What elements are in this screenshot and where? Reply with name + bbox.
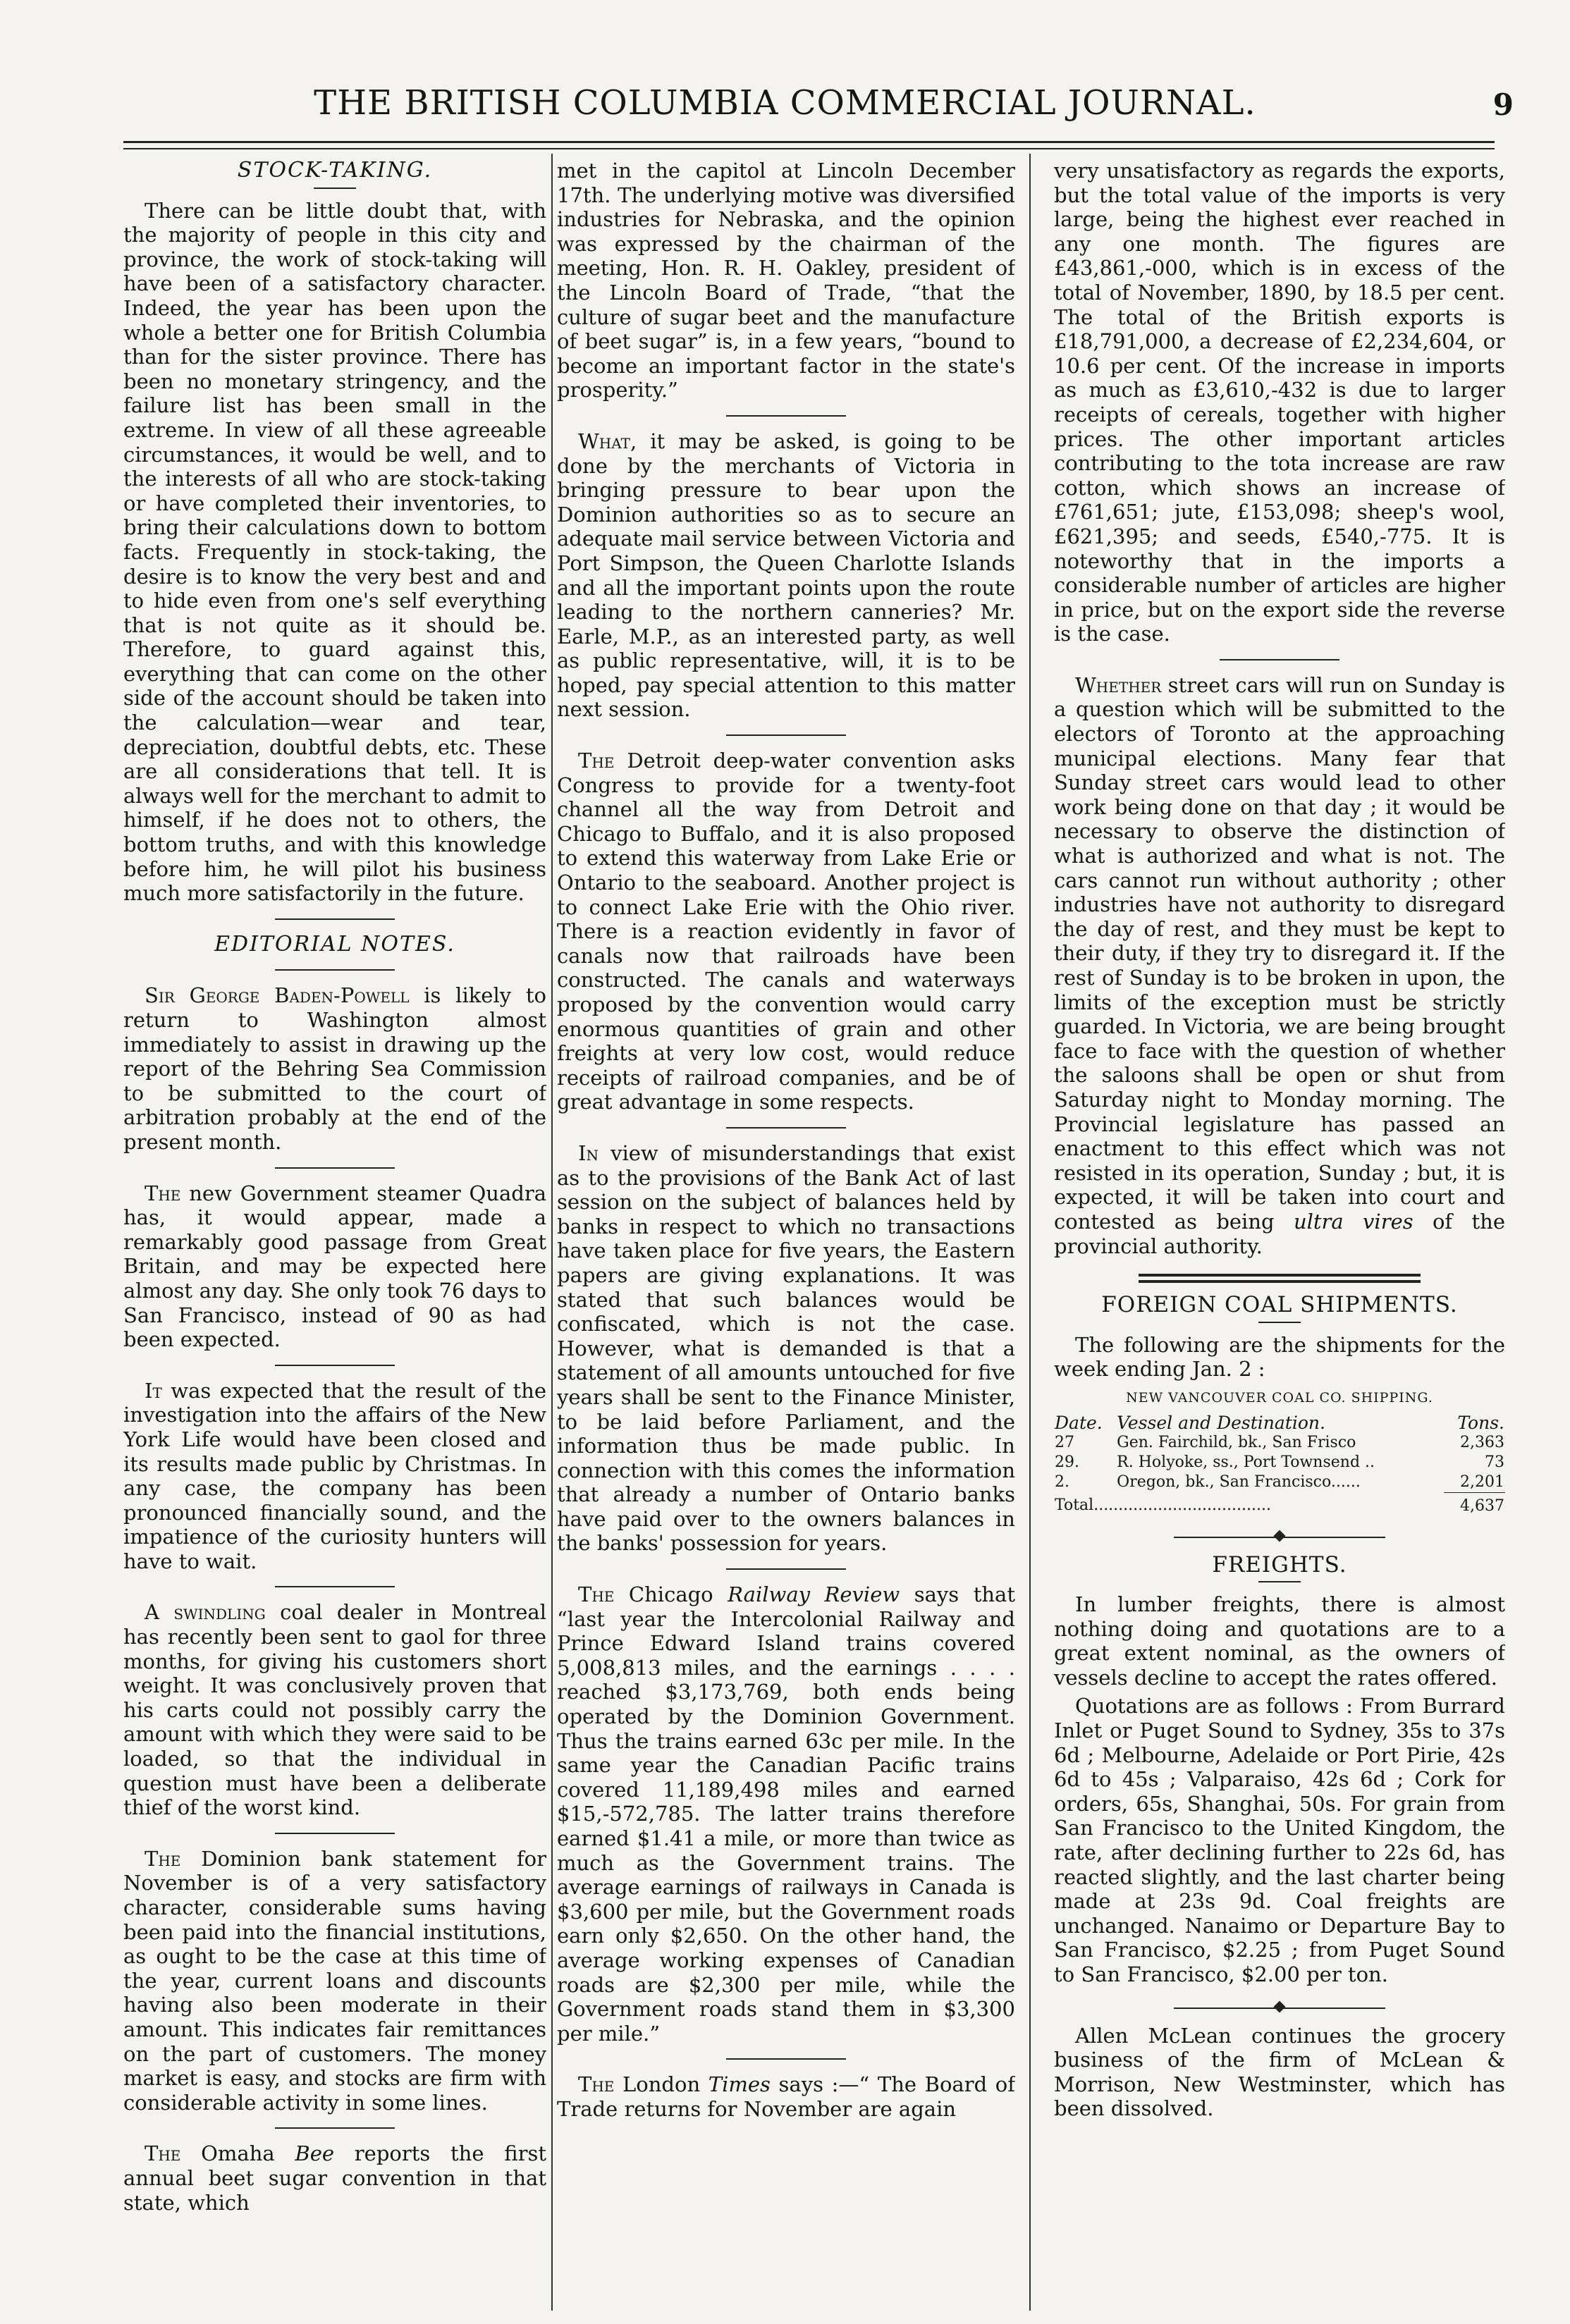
- stock-taking-heading: STOCK-TAKING.: [237, 159, 433, 183]
- lead-in: The: [145, 1846, 181, 1871]
- journal-title: THE BRITISH COLUMBIA COMMERCIAL JOURNAL.: [314, 83, 1256, 123]
- note-omaha-bee: [123, 2141, 546, 2215]
- note-text: says that “last year the Intercolonial Railway and Prince Edward Island trains covered 5,008,813 miles, and the earnings . . . . reached $3,173,769, both ends being operated by the Dominion Government. Thus the trains earned 63c per mile. In the same year the Canadian Pacific trains covered 11,189,498 miles and earned $15,-572,785. The latter trains therefore earned $1.41 a mile, or more than twice as much as the Government trains. The average earnings of railways in Canada is $3,600 per mile, but the Government roads earn only $2,650. On the other hand, the average working expenses of Canadian roads are $2,300 per mile, while the Government roads stand them in $3,300 per mile.”: [557, 1582, 1015, 2046]
- column-3: [1054, 159, 1505, 2308]
- london-times-continuation: very unsatisfactory as regards the exports, but the total value of the imports is very large, being the highest ever reached in any one month. The figures are £43,861,-000, which is in excess of the total of November, 1890, by 18.5 per cent. The total of the British exports is £18,791,000, a decrease of £2,234,604, or 10.6 per cent. Of the increase in imports as much as £3,610,-432 is due to larger receipts of cereals, together with higher prices. The other important articles contributing to the tota increase are raw cotton, which shows an increase of £761,651; jute, £153,098; sheep's wool, £621,395; and seeds, £540,-775. It is noteworthy that in the imports a considerable number of articles are higher in price, but on the export side the reverse is the case.: [1054, 159, 1505, 646]
- note-bank-statement: [123, 1847, 546, 2115]
- divider: [275, 918, 395, 920]
- note-text: view of misunderstandings that exist as to the provisions of the Bank Act of last session on the subject of balances held by banks in respect to which no transactions have taken place for five years, the Eastern papers are giving explanations. It was stated that such balances would be confiscated, which is not the case. However, what is demanded is that a statement of all amounts untouched for five years shall be sent to the Finance Minister, to be laid before Parliament, and the information thus be made public. In connection with this comes the information that already a number of Ontario banks have paid over to the owners balances in the banks' possession for years.: [557, 1141, 1015, 1556]
- row-date: 2.: [1055, 1473, 1069, 1491]
- lead-in: In: [578, 1141, 599, 1165]
- masthead-rule: [123, 141, 1495, 143]
- column-divider-1: [551, 154, 553, 2311]
- note-new-york-life: [123, 1379, 546, 1574]
- note-detroit-convention: [557, 749, 1015, 1114]
- note-text: Omaha: [180, 2141, 295, 2166]
- note-text: , it may be asked, is going to be done by the merchants of Victoria in bringing pressure to bear upon the Dominion authorities so as to secure an adequate mail service between Victoria and Port Simpson, the Queen Charlotte Islands and all the important points upon the route leading to the northern canneries? Mr. Earle, M.P., as an interested party, as well as public representative, will, it is to be hoped, pay special attention to this matter next session.: [557, 429, 1015, 722]
- header-vessel: Vessel and Destination.: [1117, 1412, 1325, 1433]
- note-text: of the provincial authority.: [1054, 1209, 1505, 1258]
- row-date: 29.: [1055, 1453, 1079, 1471]
- header-tons: Tons.: [1457, 1412, 1504, 1433]
- table-header-row: [1054, 1413, 1505, 1433]
- publication-name: Bee: [295, 2141, 335, 2166]
- note-text: Dominion bank statement for November is of a very satisfactory character, considerable sums having been paid into the financial institutions, as ought to be the case at this time of the year, current loans and discounts having also been moderate in their amount. This indicates fair remittances on the part of customers. The money market is easy, and stocks are firm with considerable activity in some lines.: [123, 1846, 546, 2115]
- total-label: Total....................................: [1055, 1496, 1271, 1515]
- table-row: [1054, 1453, 1505, 1473]
- row-date: 27: [1055, 1433, 1074, 1451]
- divider: [726, 1127, 846, 1129]
- divider: [1258, 1322, 1301, 1323]
- divider: [275, 2127, 395, 2129]
- note-text: reports the first annual beet sugar convention in that state, which: [123, 2141, 546, 2215]
- publication-name: Times: [708, 2072, 771, 2097]
- coal-intro: The following are the shipments for the week ending Jan. 2 :: [1054, 1332, 1505, 1382]
- row-tons: 2,363: [1460, 1433, 1504, 1451]
- note-baden-powell: [123, 983, 546, 1154]
- note-text: is likely to return to Washington almost immediately to assist in drawing up the report of the Behring Sea Commission to be submitted to the court of arbitration probably at the end of the present month.: [123, 983, 546, 1154]
- lead-in: The: [145, 2141, 181, 2166]
- publication-name: Railway Review: [728, 1582, 900, 1607]
- coal-shipments-table: [1054, 1413, 1505, 1516]
- lead-in: The: [578, 2072, 615, 2097]
- freights-paragraph-1: In lumber freights, there is almost nothing doing and quotations are to a great extent nominal, as the owners of vessels decline to accept the rates offered.: [1054, 1592, 1505, 1690]
- row-vessel: Oregon, bk., San Francisco......: [1117, 1473, 1361, 1491]
- note-text: new Government steamer Quadra has, it would appear, made a remarkably good passage from Great Britain, and may be expected here almost any day. She only took 76 days to San Francisco, instead of 90 as had been expected.: [123, 1181, 546, 1352]
- divider: [726, 2058, 846, 2060]
- editorial-notes-heading: EDITORIAL NOTES.: [214, 931, 455, 957]
- row-vessel: Gen. Fairchild, bk., San Frisco: [1117, 1433, 1356, 1451]
- coal-shipments-heading: FOREIGN COAL SHIPMENTS.: [1101, 1292, 1458, 1318]
- omaha-continuation: met in the capitol at Lincoln December 17th. The underlying motive was diversified industries for Nebraska, and the opinion was expressed by the chairman of the meeting, Hon. R. H. Oakley, president of the Lincoln Board of Trade, “that the culture of sugar beet and the manufacture of beet sugar” is, in a few years, “bound to become an important factor in the state's prosperity.”: [557, 159, 1015, 402]
- note-text: coal dealer in Montreal has recently been sent to gaol for three months, for giving his customers short weight. It was conclusively proven that his carts could not possibly carry the amount with which they were said to be loaded, so that the individual in question must have been a deliberate thief of the worst kind.: [123, 1600, 546, 1820]
- row-tons: 2,201: [1460, 1473, 1504, 1491]
- note-street-cars: [1054, 673, 1505, 1258]
- ornamental-divider: [1174, 1530, 1385, 1544]
- divider: [275, 1167, 395, 1169]
- divider: [314, 187, 356, 189]
- note-text: street cars will run on Sunday is a question which will be submitted to the electors of Toronto at the approaching municipal elections. Many fear that Sunday street cars would lead to other work being done on that day ; it would be necessary to observe the distinction of what is authorized and what is not. The cars cannot run without authority ; other industries have not authority to disregard the day of rest, and they must be kept to their duty, if they try to disregard it. If the rest of Sunday is to be broken in upon, the limits of the exception must be strictly guarded. In Victoria, we are being brought face to face with the question of whether the saloons shall be open or shut from Saturday night to Monday morning. The Provincial legislature has passed an enactment to this effect which was not resisted in its operation, Sunday ; but, it is expected, it will be taken into court and contested as being: [1054, 672, 1505, 1234]
- total-tons: 4,637: [1444, 1492, 1505, 1516]
- divider: [726, 1568, 846, 1570]
- note-text: London: [614, 2072, 709, 2097]
- ornamental-divider: [1174, 2001, 1385, 2015]
- column-divider-2: [1029, 154, 1031, 2311]
- divider: [275, 969, 395, 971]
- note-coal-dealer: [123, 1600, 546, 1819]
- divider: [275, 1365, 395, 1366]
- masthead-rule-lower: [123, 148, 1495, 149]
- lead-in: The: [145, 1181, 181, 1205]
- note-quadra: [123, 1181, 546, 1352]
- note-railway-review: [557, 1582, 1015, 2046]
- freights-paragraph-2: Quotations are as follows : From Burrard Inlet or Puget Sound to Sydney, 35s to 37s 6d ; Melbourne, Adelaide or Port Pirie, 42s 6d to 45s ; Valparaiso, 42s 6d ; Cork for orders, 65s, Shanghai, 50s. For grain from San Francisco to the United Kingdom, the rate, after declining further to 22s 6d, has reacted slightly, and the last charter being made at 23s 9d. Coal freights are unchanged. Nanaimo or Departure Bay to San Francisco, $2.25 ; from Puget Sound to San Francisco, $2.00 per ton.: [1054, 1694, 1505, 1986]
- row-tons: 73: [1485, 1453, 1504, 1471]
- divider: [275, 1586, 395, 1587]
- lead-in: Whether: [1075, 672, 1162, 697]
- row-vessel: R. Holyoke, ss., Port Townsend ..: [1117, 1453, 1375, 1471]
- lead-in: A swindling: [145, 1600, 266, 1625]
- double-divider: [1139, 1274, 1421, 1283]
- masthead: [0, 83, 1570, 147]
- column-1: [123, 159, 546, 2308]
- stock-taking-paragraph: There can be little doubt that, with the majority of people in this city and province, the work of stock-taking will have been of a satisfactory character. Indeed, the year has been upon the whole a better one for British Columbia than for the sister province. There has been no monetary stringency, and the failure list has been small in the extreme. In view of all these agreeable circumstances, it would be well, and to the interests of all who are stock-taking or have completed their inventories, to bring their calculations down to bottom facts. Frequently in stock-taking, the desire is to know the very best and and to hide even from one's self everything that is not quite as it should be. Therefore, to guard against this, everything that can come on the other side of the account should be taken into the calculation—wear and tear, depreciation, doubtful debts, etc. These are all considerations that tell. It is always well for the merchant to admit to himself, if he does not to others, the bottom truths, and with this knowledge before him, he will pilot his business much more satisfactorily in the future.: [123, 198, 546, 906]
- note-mclean: Allen McLean continues the grocery business of the firm of McLean & Morrison, New Westminster, which has been dissolved.: [1054, 2023, 1505, 2121]
- divider: [275, 1833, 395, 1834]
- note-text: says :—“ The Board of Trade returns for November are again: [557, 2072, 1015, 2121]
- latin-phrase: ultra vires: [1293, 1209, 1413, 1234]
- lead-in: The: [578, 749, 615, 773]
- note-text: Chicago: [614, 1582, 728, 1607]
- total-row: [1054, 1492, 1505, 1516]
- divider: [1258, 1581, 1301, 1582]
- lead-in: What: [578, 429, 630, 453]
- table-row: [1054, 1433, 1505, 1453]
- header-date: Date.: [1055, 1412, 1103, 1433]
- divider: [726, 734, 846, 736]
- lead-in: The: [578, 1582, 615, 1607]
- table-row: [1054, 1473, 1505, 1493]
- divider: [726, 415, 846, 417]
- divider: [1220, 659, 1339, 660]
- lead-in: It: [145, 1378, 162, 1403]
- note-text: Detroit deep-water convention asks Congress to provide for a twenty-foot channel all the way from Detroit and Chicago to Buffalo, and it is also proposed to extend this waterway from Lake Erie or Ontario to the seaboard. Another project is to connect Lake Erie with the Ohio river. There is a reaction evidently in favor of canals now that railroads have been constructed. The canals and waterways proposed by the convention would carry enormous quantities of grain and other freights at very low cost, would reduce receipts of railroad companies, and be of great advantage in some respects.: [557, 749, 1015, 1114]
- note-london-times: [557, 2072, 1015, 2121]
- note-text: was expected that the result of the investigation into the affairs of the New York Life would have been closed and its results made public by Christmas. In any case, the company has been pronounced financially sound, and the impatience of the curiosity hunters will have to wait.: [123, 1378, 546, 1573]
- coal-company-title: NEW VANCOUVER COAL CO. SHIPPING.: [1126, 1389, 1433, 1406]
- freights-heading: FREIGHTS.: [1212, 1551, 1347, 1578]
- page-number: 9: [1492, 87, 1514, 122]
- note-victoria-mail: [557, 429, 1015, 722]
- note-bank-act: [557, 1141, 1015, 1556]
- column-2: [557, 159, 1015, 2308]
- lead-in: Sir George Baden-Powell: [145, 983, 410, 1008]
